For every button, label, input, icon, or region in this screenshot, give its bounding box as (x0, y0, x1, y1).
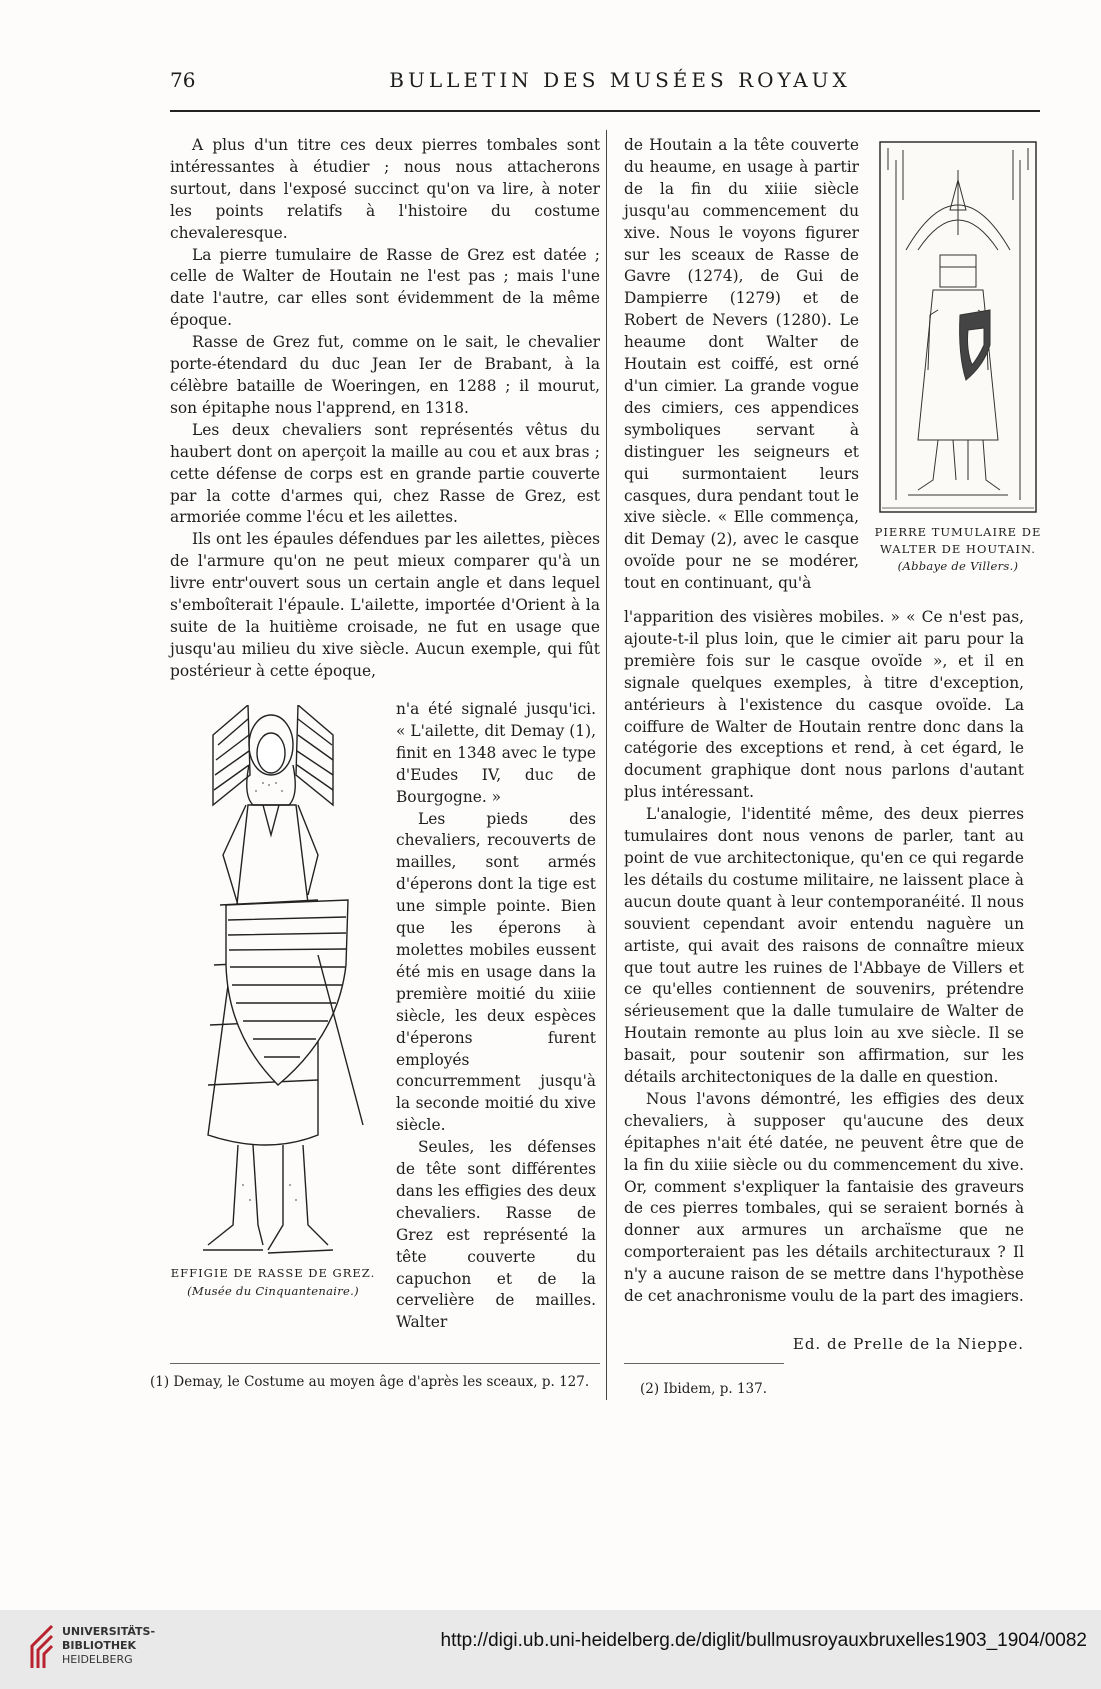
digitization-footer (0, 1610, 1101, 1689)
figure-tombstone-walter-de-houtain (874, 140, 1042, 573)
paragraph: l'apparition des visières mobiles. » « Ce n'est pas, ajoute-t-il plus loin, que le cimier ait paru pour la première fois sur le casque ovoïde », et il en signale quelques exemples, à titre d'exception, antérieurs à l'existence du casque ovoïde. La coiffure de Walter de Houtain rentre donc dans la catégorie des exceptions et rend, à cet égard, le document graphique dont nous parlons d'autant plus intéressant. (624, 608, 1024, 802)
permalink-url[interactable]: http://digi.ub.uni-heidelberg.de/diglit/bullmusroyauxbruxelles1903_1904/0082 (440, 1630, 1087, 1651)
page-header (170, 66, 1040, 100)
paragraph: Les deux chevaliers sont représentés vêtus du haubert dont on aperçoit la maille au cou et aux bras ; cette défense de corps est en grande partie couverte par la cotte d'armes qui, chez Rasse de Grez, est armoriée comme l'écu et les ailettes. (170, 420, 600, 527)
tombstone-illustration (878, 140, 1038, 520)
paragraph: n'a été signalé jusqu'ici. « L'ailette, dit Demay (1), finit en 1348 avec le type d'Eudes IV, duc de Bourgogne. » (396, 700, 596, 806)
figure-caption: PIERRE TUMULAIRE DE (874, 525, 1042, 539)
column-divider (606, 130, 607, 1400)
figure-caption: EFFIGIE DE RASSE DE GREZ. (170, 1266, 376, 1280)
footnote-rule (624, 1363, 784, 1364)
paragraph: A plus d'un titre ces deux pierres tombales sont intéressantes à étudier ; nous nous attacherons surtout, dans l'exposé succinct qu'on va lire, à noter les points relatifs à l'histoire du costume chevaleresque. (170, 136, 600, 242)
running-title: BULLETIN DES MUSÉES ROYAUX (389, 68, 851, 92)
paragraph: Les pieds des chevaliers, recouverts de mailles, sont armés d'éperons dont la tige est une simple pointe. Bien que les éperons à molettes mobiles eussent été mis en usage dans la première moitié du xiiie siècle, les deux espèces d'éperons furent employés concurremment jusqu'à la seconde moitié du xive siècle. (396, 809, 596, 1135)
left-column (170, 135, 600, 683)
footnote-2: (2) Ibidem, p. 137. (640, 1381, 768, 1397)
right-column-upper (624, 135, 859, 595)
paragraph: L'analogie, l'identité même, des deux pierres tumulaires dont nous venons de parler, tant au point de vue architectonique, qu'en ce qui regarde les détails du costume militaire, ne laissent place à aucun doute quant à leur contemporanéité. Il nous souvient cependant avoir entendu naguère un artiste, qui avait des raisons de connaître mieux que tout autre les ruines de l'Abbaye de Villers et ce qu'elles contiennent de souvenirs, prétendre sérieusement que la dalle tumulaire de Walter de Houtain remonte au plus loin au xve siècle. Il se basait, pour soutenir son affirmation, sur les détails architectoniques de la dalle en question. (624, 805, 1024, 1087)
footnote-1: (1) Demay, le Costume au moyen âge d'après les sceaux, p. 127. (150, 1374, 590, 1390)
university-library-logo-icon[interactable] (24, 1622, 56, 1672)
paragraph: Ils ont les épaules défendues par les ailettes, pièces de l'armure qu'on ne peut mieux comparer qu'à un livre entr'ouvert sous un certain angle et dans lequel s'emboîterait l'épaule. L'ailette, importée d'Orient à la suite de la huitième croisade, ne fut en usage que jusqu'au milieu du xive siècle. Aucun exemple, qui fût postérieur à cette époque, (170, 530, 600, 680)
header-rule (170, 110, 1040, 112)
paragraph: Seules, les défenses de tête sont différentes dans les effigies des deux chevaliers. Rasse de Grez est représenté la tête couverte du capuchon et de la cervelière de mailles. Walter (396, 1138, 596, 1332)
library-name: UNIVERSITÄTS- BIBLIOTHEK HEIDELBERG (62, 1625, 156, 1666)
left-column-continuation (396, 699, 596, 1334)
figure-caption-source: (Abbaye de Villers.) (897, 559, 1019, 573)
footnote-rule (170, 1363, 600, 1364)
figure-effigy-rasse-de-grez (168, 705, 388, 1298)
paragraph: Nous l'avons démontré, les effigies des deux chevaliers, à supposer qu'aucune des deux épitaphes n'ait été datée, ne peuvent être que de la fin du xiiie siècle ou du commencement du xive. Or, comment s'expliquer la fantaisie des graveurs de ces pierres tombales, qui se seraient bornés à donner aux armures un archaïsme que ne comporteraient pas les détails architecturaux ? Il n'y a aucune raison de se mettre dans l'hypothèse de cet anachronisme voulu de la part des imagiers. (624, 1089, 1024, 1306)
page-number: 76 (170, 68, 196, 92)
knight-effigy-illustration (168, 705, 388, 1265)
paragraph: Rasse de Grez fut, comme on le sait, le chevalier porte-étendard du duc Jean Ier de Brabant, à la célèbre bataille de Woeringen, en 1288 ; il mourut, son épitaphe nous l'apprend, en 1318. (170, 333, 600, 417)
author-signature: Ed. de Prelle de la Nieppe. (792, 1335, 1024, 1353)
paragraph: de Houtain a la tête couverte du heaume, en usage à partir de la fin du xiiie siècle jusqu'au commencement du xive. Nous le voyons figurer sur les sceaux de Rasse de Gavre (1274), de Gui de Dampierre (1279) et de Robert de Nevers (1280). Le heaume dont Walter de Houtain est coiffé, est orné d'un cimier. La grande vogue des cimiers, ces appendices symboliques servant à distinguer les seigneurs et qui surmontaient leurs casques, dura pendant tout le xive siècle. « Elle commença, dit Demay (2), avec le casque ovoïde pour ne se modérer, tout en continuant, qu'à (624, 136, 859, 593)
right-column-lower (624, 607, 1024, 1308)
figure-caption: WALTER DE HOUTAIN. (880, 542, 1036, 556)
figure-caption-source: (Musée du Cinquantenaire.) (187, 1284, 359, 1298)
paragraph: La pierre tumulaire de Rasse de Grez est datée ; celle de Walter de Houtain ne l'est pas ; mais l'une date l'autre, car elles sont évidemment de la même époque. (170, 245, 600, 330)
